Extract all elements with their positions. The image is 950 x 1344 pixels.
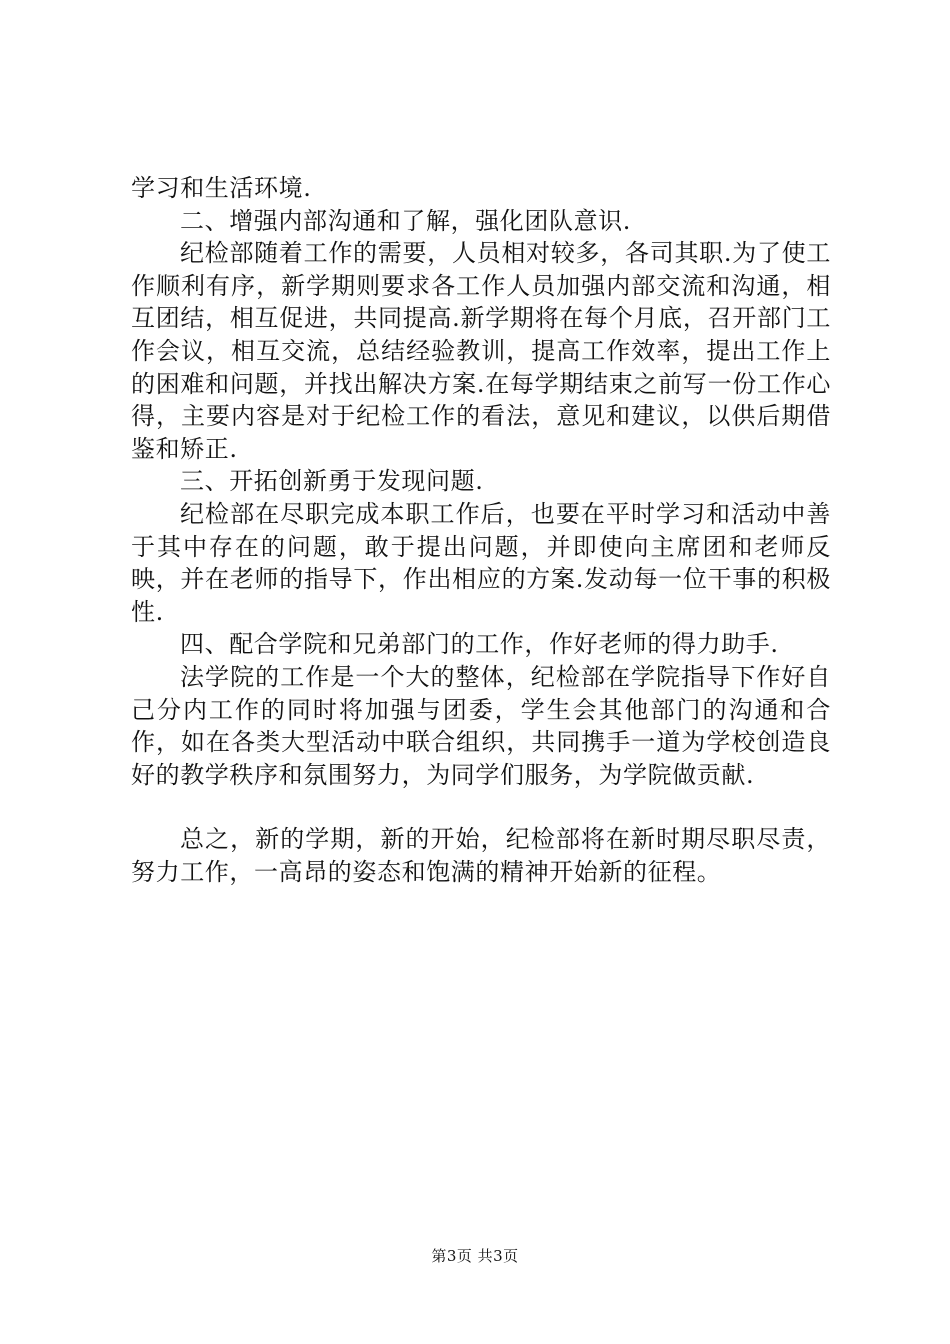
section-heading-4: 四、配合学院和兄弟部门的工作，作好老师的得力助手. (180, 630, 779, 659)
paragraph-cooperation: 法学院的工作是一个大的整体，纪检部在学院指导下作好自己分内工作的同时将加强与团委，学生会其他部门的沟通和合作，如在各类大型活动中联合组织，共同携手一道为学校创造良好的教学秩序和氛围努力，为同学们服务，为学院做贡献. (131, 662, 831, 789)
paragraph-continuation: 学习和生活环境. (131, 174, 312, 202)
section-heading-2: 二、增强内部沟通和了解，强化团队意识. (180, 206, 632, 235)
section-heading-3: 三、开拓创新勇于发现问题. (180, 467, 484, 496)
paragraph-innovation: 纪检部在尽职完成本职工作后，也要在平时学习和活动中善于其中存在的问题，敢于提出问题，并即使向主席团和老师反映，并在老师的指导下，作出相应的方案.发动每一位干事的积极性. (131, 499, 831, 626)
document-body (131, 172, 831, 888)
paragraph-communication: 纪检部随着工作的需要，人员相对较多，各司其职.为了使工作顺利有序，新学期则要求各工作人员加强内部交流和沟通，相互团结，相互促进，共同提高.新学期将在每个月底，召开部门工作会议，相互交流，总结经验教训，提高工作效率，提出工作上的困难和问题，并找出解决方案.在每学期结束之前写一份工作心得，主要内容是对于纪检工作的看法，意见和建议，以供后期借鉴和矫正. (131, 239, 831, 463)
paragraph-conclusion: 总之，新的学期，新的开始，纪检部将在新时期尽职尽责，努力工作，一高昂的姿态和饱满的精神开始新的征程。 (131, 825, 831, 886)
page-footer: 第3页 共3页 (431, 1247, 519, 1265)
